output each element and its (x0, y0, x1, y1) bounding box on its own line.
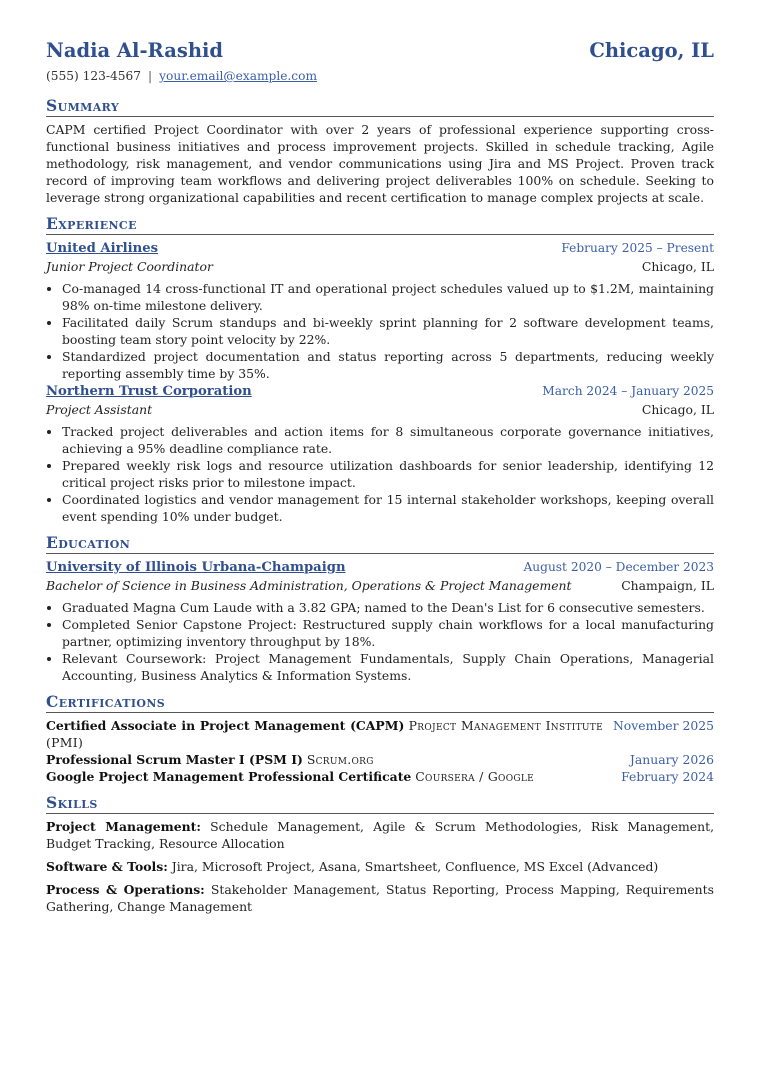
job-header-row (46, 382, 714, 401)
job-location: Chicago, IL (641, 259, 714, 274)
skill-list: Jira, Microsoft Project, Asana, Smartsheet, Confluence, MS Excel (Advanced) (171, 859, 659, 874)
certification-issuer: Coursera / Google (415, 769, 535, 784)
certification-row (46, 768, 714, 785)
contact-separator: | (148, 69, 153, 83)
job-role: Junior Project Coordinator (46, 259, 213, 274)
certification-issuer: Project Management Institute (PMI) (46, 718, 603, 750)
skill-group (46, 858, 714, 875)
job-dates: February 2025 – Present (561, 241, 714, 255)
job-organization[interactable]: Northern Trust Corporation (46, 384, 252, 399)
summary-text: CAPM certified Project Coordinator with over 2 years of professional experience supporting cross-functional business initiatives and process improvement projects. Skilled in schedule tracking, Agile methodology, risk management, and vendor communications using Jira and MS Project. Proven track record of improving team workflows and delivering project deliverables 100% on schedule. Seeking to leverage strong organizational capabilities and recent certification to manage complex projects at scale. (46, 122, 714, 205)
candidate-name: Nadia Al-Rashid (46, 39, 224, 62)
certification-name: Certified Associate in Project Management (CAPM) (46, 718, 405, 733)
certification-name: Professional Scrum Master I (PSM I) (46, 752, 303, 767)
section-title-skills: Skills (46, 794, 714, 814)
skill-list: Schedule Management, Agile & Scrum Methodologies, Risk Management, Budget Tracking, Resource Allocation (46, 819, 715, 851)
phone-number: (555) 123-4567 (46, 69, 142, 83)
email-link[interactable]: your.email@example.com (159, 69, 318, 83)
skill-list: Stakeholder Management, Status Reporting, Process Mapping, Requirements Gathering, Change Management (46, 882, 714, 914)
job-organization[interactable]: United Airlines (46, 241, 159, 256)
job-header-row (46, 239, 714, 258)
job-role-row (46, 258, 714, 275)
list-item: • Completed Senior Capstone Project: Restructured supply chain workflows for a local manufacturing partner, optimizing inventory throughput by 18%. (62, 616, 714, 650)
certification-date: January 2026 (629, 752, 714, 767)
list-item: • Facilitated daily Scrum standups and bi-weekly sprint planning for 2 software development teams, boosting team story point velocity by 22%. (62, 314, 714, 348)
job-role-row (46, 401, 714, 418)
job-role: Project Assistant (46, 402, 153, 417)
education-location: Champaign, IL (621, 578, 714, 593)
certification-date: November 2025 (612, 718, 714, 733)
certification-main (46, 717, 613, 751)
header-location: Chicago, IL (589, 39, 714, 62)
list-item: • Prepared weekly risk logs and resource utilization dashboards for senior leadership, identifying 12 critical project risks prior to milestone impact. (62, 457, 714, 491)
education-degree: Bachelor of Science in Business Administration, Operations & Project Management (46, 578, 572, 593)
certification-main (46, 751, 630, 768)
section-title-certifications: Certifications (46, 693, 714, 713)
certification-row (46, 717, 714, 751)
section-title-education: Education (46, 534, 714, 554)
list-item: • Standardized project documentation and status reporting across 5 departments, reducing weekly reporting assembly time by 35%. (62, 348, 714, 382)
education-bullets (46, 599, 714, 684)
skill-label: Software & Tools: (46, 859, 168, 874)
job-entry (46, 239, 714, 382)
skill-group (46, 818, 714, 852)
job-dates: March 2024 – January 2025 (542, 384, 714, 398)
certification-main (46, 768, 621, 785)
section-title-experience: Experience (46, 215, 714, 235)
skill-label: Project Management: (46, 819, 201, 834)
job-location: Chicago, IL (641, 402, 714, 417)
resume-header (46, 38, 714, 64)
list-item: • Relevant Coursework: Project Management Fundamentals, Supply Chain Operations, Managerial Accounting, Business Analytics & Information Systems. (62, 650, 714, 684)
list-item: • Graduated Magna Cum Laude with a 3.82 GPA; named to the Dean's List for 6 consecutive semesters. (62, 599, 714, 616)
section-title-summary: Summary (46, 97, 714, 117)
list-item: • Tracked project deliverables and action items for 8 simultaneous corporate governance initiatives, achieving a 95% deadline compliance rate. (62, 423, 714, 457)
education-entry (46, 558, 714, 684)
certification-date: February 2024 (621, 769, 714, 784)
list-item: • Coordinated logistics and vendor management for 15 internal stakeholder workshops, keeping overall event spending 10% under budget. (62, 491, 714, 525)
list-item: • Co-managed 14 cross-functional IT and operational project schedules valued up to $1.2M, maintaining 98% on-time milestone delivery. (62, 280, 714, 314)
education-dates: August 2020 – December 2023 (523, 560, 714, 574)
education-degree-row (46, 577, 714, 594)
education-header-row (46, 558, 714, 577)
job-bullets (46, 280, 714, 382)
job-entry (46, 382, 714, 525)
contact-line (46, 68, 714, 85)
certification-issuer: Scrum.org (306, 752, 374, 767)
skill-label: Process & Operations: (46, 882, 205, 897)
education-institution[interactable]: University of Illinois Urbana-Champaign (46, 560, 346, 575)
certification-row (46, 751, 714, 768)
skill-group (46, 881, 714, 915)
certification-name: Google Project Management Professional Certificate (46, 769, 412, 784)
job-bullets (46, 423, 714, 525)
